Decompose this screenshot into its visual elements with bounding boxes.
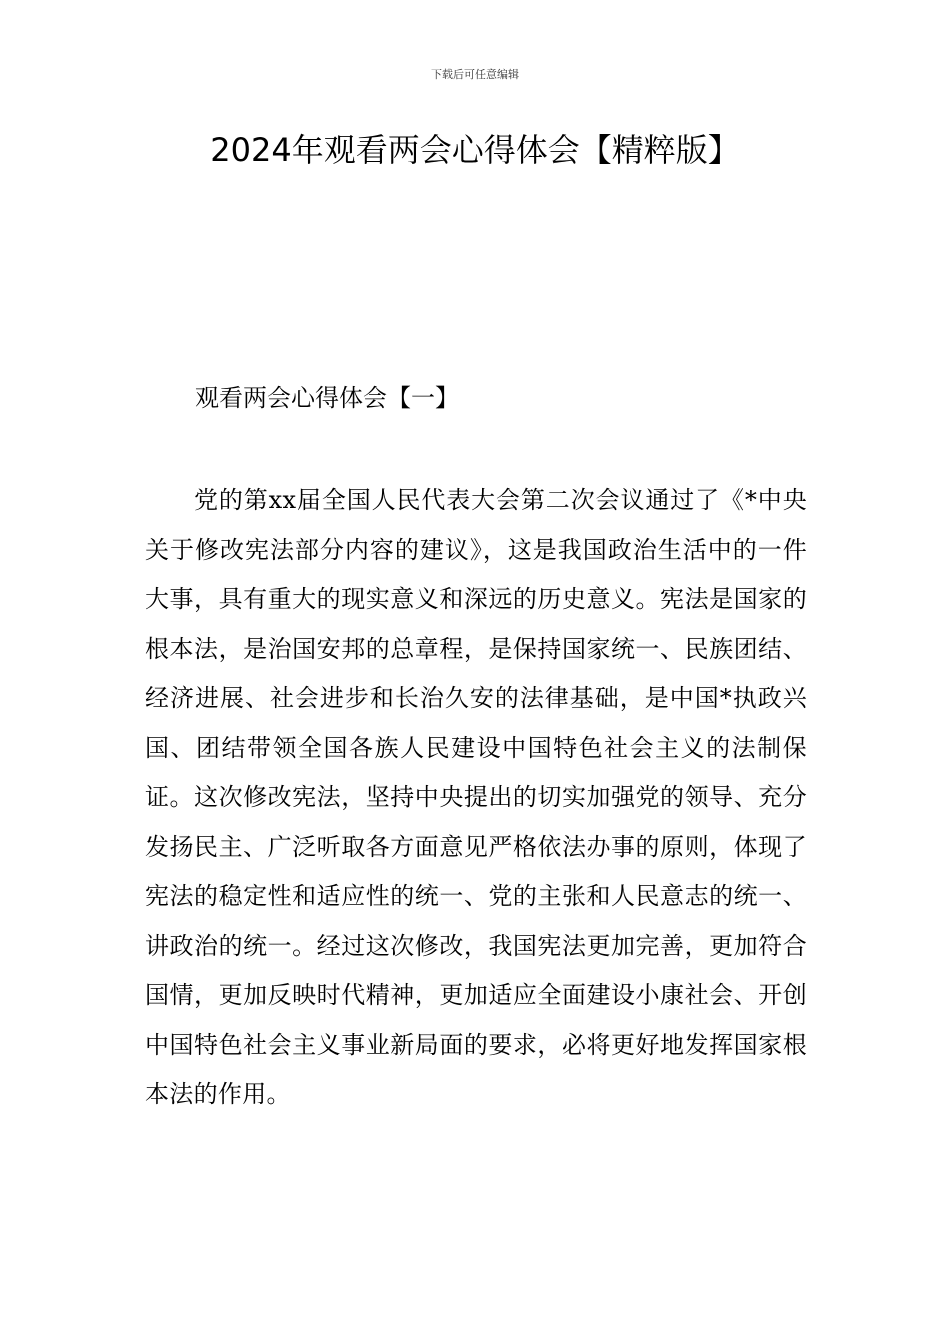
- document-title: 2024年观看两会心得体会【精粹版】: [210, 131, 740, 169]
- header-note: 下载后可任意编辑: [431, 68, 519, 81]
- body-paragraph: 党的第xx届全国人民代表大会第二次会议通过了《*中央关于修改宪法部分内容的建议》，这是我国政治生活中的一件大事，具有重大的现实意义和深远的历史意义。宪法是国家的根本法，是治国安邦的总章程，是保持国家统一、民族团结、经济进展、社会进步和长治久安的法律基础，是中国*执政兴国、团结带领全国各族人民建设中国特色社会主义的法制保证。这次修改宪法，坚持中央提出的切实加强党的领导、充分发扬民主、广泛听取各方面意见严格依法办事的原则，体现了宪法的稳定性和适应性的统一、党的主张和人民意志的统一、讲政治的统一。经过这次修改，我国宪法更加完善，更加符合国情，更加反映时代精神，更加适应全面建设小康社会、开创中国特色社会主义事业新局面的要求，必将更好地发挥国家根本法的作用。: [145, 486, 807, 1108]
- section-heading: 观看两会心得体会【一】: [195, 384, 459, 412]
